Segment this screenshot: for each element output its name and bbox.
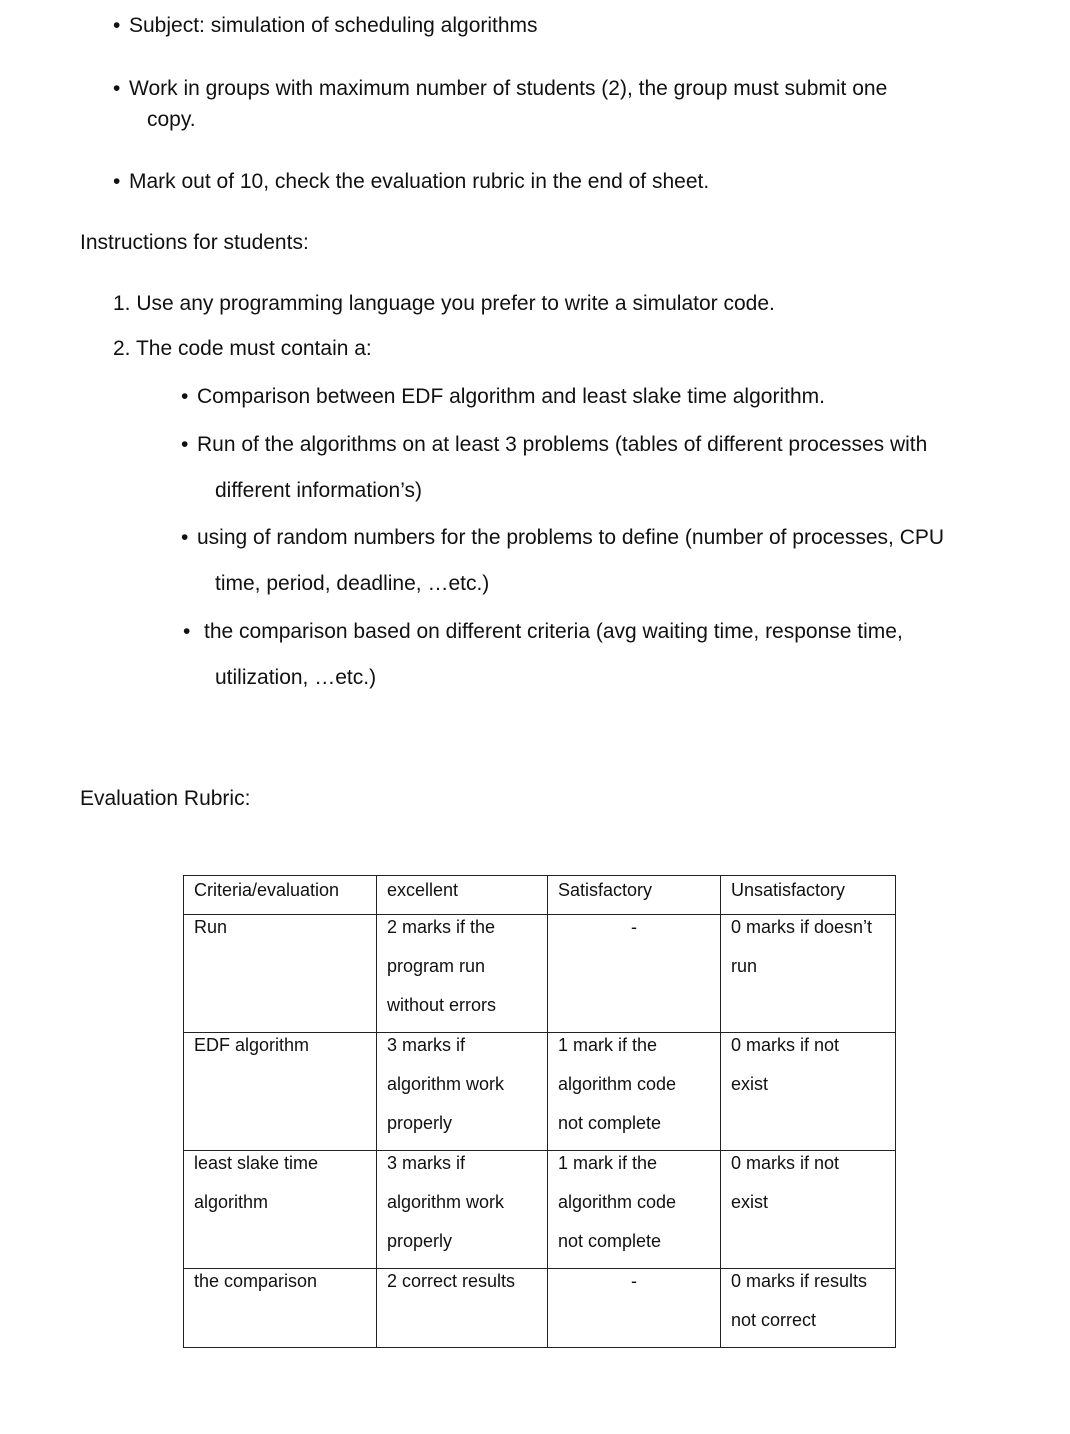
rubric-cell: 0 marks if not exist [721,1033,896,1151]
sub-bullet-random: • using of random numbers for the problems to define (number of processes, CPU [181,526,945,549]
rubric-cell: EDF algorithm [184,1033,377,1151]
rubric-row-run [184,915,896,1033]
sub-bullet-random-continuation: time, period, deadline, …etc.) [215,572,490,595]
bullet-icon: • [113,170,121,193]
rubric-heading: Evaluation Rubric: [80,787,251,810]
rubric-header-cell: Satisfactory [548,876,721,915]
rubric-cell: 0 marks if not exist [721,1151,896,1269]
bullet-icon: • [181,526,189,549]
rubric-cell: the comparison [184,1269,377,1348]
rubric-cell: Run [184,915,377,1033]
bullet-mark: • Mark out of 10, check the evaluation rubric in the end of sheet. [113,170,710,193]
rubric-cell: 2 marks if the program run without errors [377,915,548,1033]
bullet-icon: • [181,385,189,408]
bullet-groups-continuation: copy. [147,108,196,131]
rubric-row-lst [184,1151,896,1269]
rubric-cell: - [548,1269,721,1348]
rubric-cell: 1 mark if the algorithm code not complete [548,1033,721,1151]
instructions-heading: Instructions for students: [80,231,309,254]
rubric-cell: least slake time algorithm [184,1151,377,1269]
bullet-icon: • [113,14,121,37]
rubric-header-cell: Unsatisfactory [721,876,896,915]
bullet-icon: • [113,77,121,100]
numbered-item-2: 2. The code must contain a: [113,337,372,360]
rubric-row-edf [184,1033,896,1151]
bullet-icon: • [181,433,189,456]
bullet-groups: • Work in groups with maximum number of students (2), the group must submit one [113,77,888,100]
rubric-row-comparison [184,1269,896,1348]
bullet-subject: • Subject: simulation of scheduling algorithms [113,14,538,37]
rubric-cell: 2 correct results [377,1269,548,1348]
rubric-cell: 0 marks if doesn’t run [721,915,896,1033]
sub-bullet-criteria-continuation: utilization, …etc.) [215,666,377,689]
sub-bullet-criteria: • the comparison based on different criteria (avg waiting time, response time, [183,620,903,643]
rubric-header-cell: excellent [377,876,548,915]
rubric-header-cell: Criteria/evaluation [184,876,377,915]
rubric-cell: 3 marks if algorithm work properly [377,1033,548,1151]
sub-bullet-run: • Run of the algorithms on at least 3 problems (tables of different processes with [181,433,928,456]
rubric-table [183,875,896,1348]
rubric-cell: - [548,915,721,1033]
rubric-cell: 0 marks if results not correct [721,1269,896,1348]
rubric-cell: 3 marks if algorithm work properly [377,1151,548,1269]
bullet-icon: • [183,620,191,643]
numbered-item-1: 1. Use any programming language you prefer to write a simulator code. [113,292,775,315]
sub-bullet-comparison: • Comparison between EDF algorithm and least slake time algorithm. [181,385,825,408]
sub-bullet-run-continuation: different information’s) [215,479,422,502]
rubric-cell: 1 mark if the algorithm code not complete [548,1151,721,1269]
